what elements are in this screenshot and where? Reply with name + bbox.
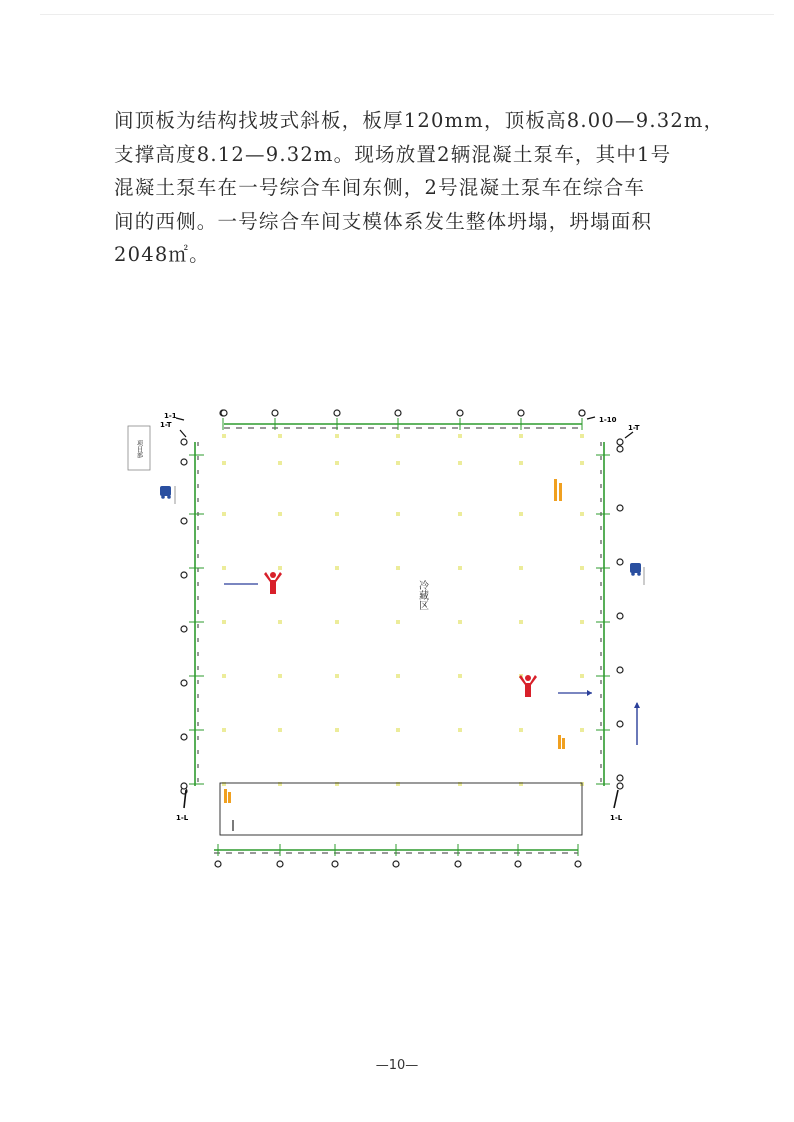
paragraph-line: 间的西侧。一号综合车间支模体系发生整体坍塌，坍塌面积 bbox=[114, 209, 653, 233]
grid-bubble bbox=[215, 861, 221, 867]
column-dot bbox=[278, 728, 282, 732]
pointer-arrow-icon bbox=[587, 417, 595, 419]
pointer-arrow-icon bbox=[625, 432, 633, 438]
grid-bubble bbox=[617, 667, 623, 673]
grid-bubble bbox=[579, 410, 585, 416]
grid-bubble bbox=[181, 439, 187, 445]
axis-label-left-top: 1-T bbox=[160, 421, 172, 429]
pointer-arrow-icon bbox=[176, 418, 184, 420]
grid-bubble bbox=[181, 518, 187, 524]
cold-storage-area-label: 冷藏区 bbox=[416, 580, 428, 610]
column-dot bbox=[580, 434, 584, 438]
grid-bubble bbox=[181, 680, 187, 686]
column-dot bbox=[335, 566, 339, 570]
grid-bubble bbox=[617, 613, 623, 619]
body-paragraph bbox=[114, 104, 725, 272]
column-dot bbox=[458, 620, 462, 624]
column-dot bbox=[580, 728, 584, 732]
grid-bubble bbox=[457, 410, 463, 416]
column-dot bbox=[396, 620, 400, 624]
site-plan-figure bbox=[135, 400, 660, 880]
column-dot bbox=[335, 434, 339, 438]
page-number: —10— bbox=[375, 1058, 419, 1073]
grid-bubble bbox=[277, 861, 283, 867]
axis-label-left-bottom: 1-L bbox=[176, 814, 189, 822]
grid-bubble bbox=[181, 459, 187, 465]
column-dot bbox=[222, 461, 226, 465]
axis-label-top-left: 1-1 bbox=[164, 412, 177, 420]
column-dot bbox=[335, 461, 339, 465]
column-dot bbox=[222, 728, 226, 732]
person-east-icon bbox=[519, 675, 537, 697]
grid-bubble bbox=[181, 626, 187, 632]
pointer-arrow-icon bbox=[614, 790, 618, 808]
column-dot bbox=[396, 461, 400, 465]
grid-bubble bbox=[515, 861, 521, 867]
column-dot bbox=[222, 512, 226, 516]
column-dot bbox=[458, 512, 462, 516]
column-dot bbox=[580, 512, 584, 516]
column-dot bbox=[396, 728, 400, 732]
paragraph-line: 混凝土泵车在一号综合车间东侧，2号混凝土泵车在综合车 bbox=[114, 176, 646, 199]
column-dot bbox=[335, 512, 339, 516]
column-dot bbox=[278, 434, 282, 438]
column-dot bbox=[396, 674, 400, 678]
grid-bubble bbox=[181, 734, 187, 740]
grid-bubble bbox=[617, 783, 623, 789]
column-dot bbox=[580, 566, 584, 570]
column-dot bbox=[519, 512, 523, 516]
pump-truck-east-icon bbox=[630, 563, 644, 585]
grid-bubble bbox=[617, 775, 623, 781]
column-dot bbox=[519, 461, 523, 465]
grid-bubble bbox=[181, 783, 187, 789]
column-dot bbox=[222, 434, 226, 438]
grid-bubble bbox=[617, 446, 623, 452]
column-dot bbox=[335, 728, 339, 732]
column-dot bbox=[222, 674, 226, 678]
ladder-sw-icon bbox=[224, 789, 231, 803]
grid-bubble bbox=[575, 861, 581, 867]
column-dot bbox=[278, 620, 282, 624]
column-dot bbox=[222, 566, 226, 570]
column-dot bbox=[519, 728, 523, 732]
header-rule bbox=[40, 14, 774, 15]
pump-truck-west-icon bbox=[160, 486, 175, 504]
grid-bubble bbox=[272, 410, 278, 416]
column-dot bbox=[458, 434, 462, 438]
column-dot bbox=[458, 461, 462, 465]
ladder-ne-icon bbox=[554, 479, 562, 501]
grid-bubble bbox=[455, 861, 461, 867]
project-office-label: 项目部 bbox=[135, 440, 143, 458]
grid-bubble bbox=[518, 410, 524, 416]
paragraph-line: 2048㎡。 bbox=[114, 243, 210, 266]
grid-bubble bbox=[617, 505, 623, 511]
pointer-arrow-icon bbox=[180, 430, 186, 437]
ladder-se-icon bbox=[558, 735, 565, 749]
grid-bubble bbox=[221, 410, 227, 416]
grid-layer bbox=[181, 410, 623, 867]
column-dot bbox=[335, 620, 339, 624]
column-dot bbox=[278, 512, 282, 516]
axis-label-right-bottom: 1-L bbox=[610, 814, 623, 822]
axis-label-top-right: 1-10 bbox=[599, 416, 617, 424]
column-dot bbox=[458, 728, 462, 732]
column-dot bbox=[580, 620, 584, 624]
column-dot bbox=[519, 620, 523, 624]
column-dot bbox=[222, 620, 226, 624]
column-dot bbox=[458, 566, 462, 570]
column-dot bbox=[458, 674, 462, 678]
column-dot bbox=[396, 434, 400, 438]
grid-bubble bbox=[181, 572, 187, 578]
grid-bubble bbox=[334, 410, 340, 416]
lower-zone-box bbox=[220, 783, 582, 835]
column-dot bbox=[335, 674, 339, 678]
column-dot bbox=[396, 512, 400, 516]
column-dot bbox=[519, 434, 523, 438]
axis-label-right-top: 1-T bbox=[628, 424, 640, 432]
site-plan-svg bbox=[135, 400, 660, 880]
person-west-icon bbox=[264, 572, 282, 594]
grid-bubble bbox=[617, 439, 623, 445]
paragraph-line: 间顶板为结构找坡式斜板，板厚120mm，顶板高8.00—9.32m， bbox=[114, 109, 725, 132]
grid-bubble bbox=[332, 861, 338, 867]
paragraph-line: 支撑高度8.12—9.32m。现场放置2辆混凝土泵车，其中1号 bbox=[114, 142, 672, 166]
column-dot bbox=[278, 566, 282, 570]
grid-bubble bbox=[395, 410, 401, 416]
column-dot bbox=[278, 674, 282, 678]
column-dot bbox=[278, 461, 282, 465]
column-dot bbox=[580, 461, 584, 465]
column-dot bbox=[396, 566, 400, 570]
grid-bubble bbox=[617, 721, 623, 727]
column-dot bbox=[580, 674, 584, 678]
grid-bubble bbox=[617, 559, 623, 565]
column-dot bbox=[519, 566, 523, 570]
grid-bubble bbox=[393, 861, 399, 867]
